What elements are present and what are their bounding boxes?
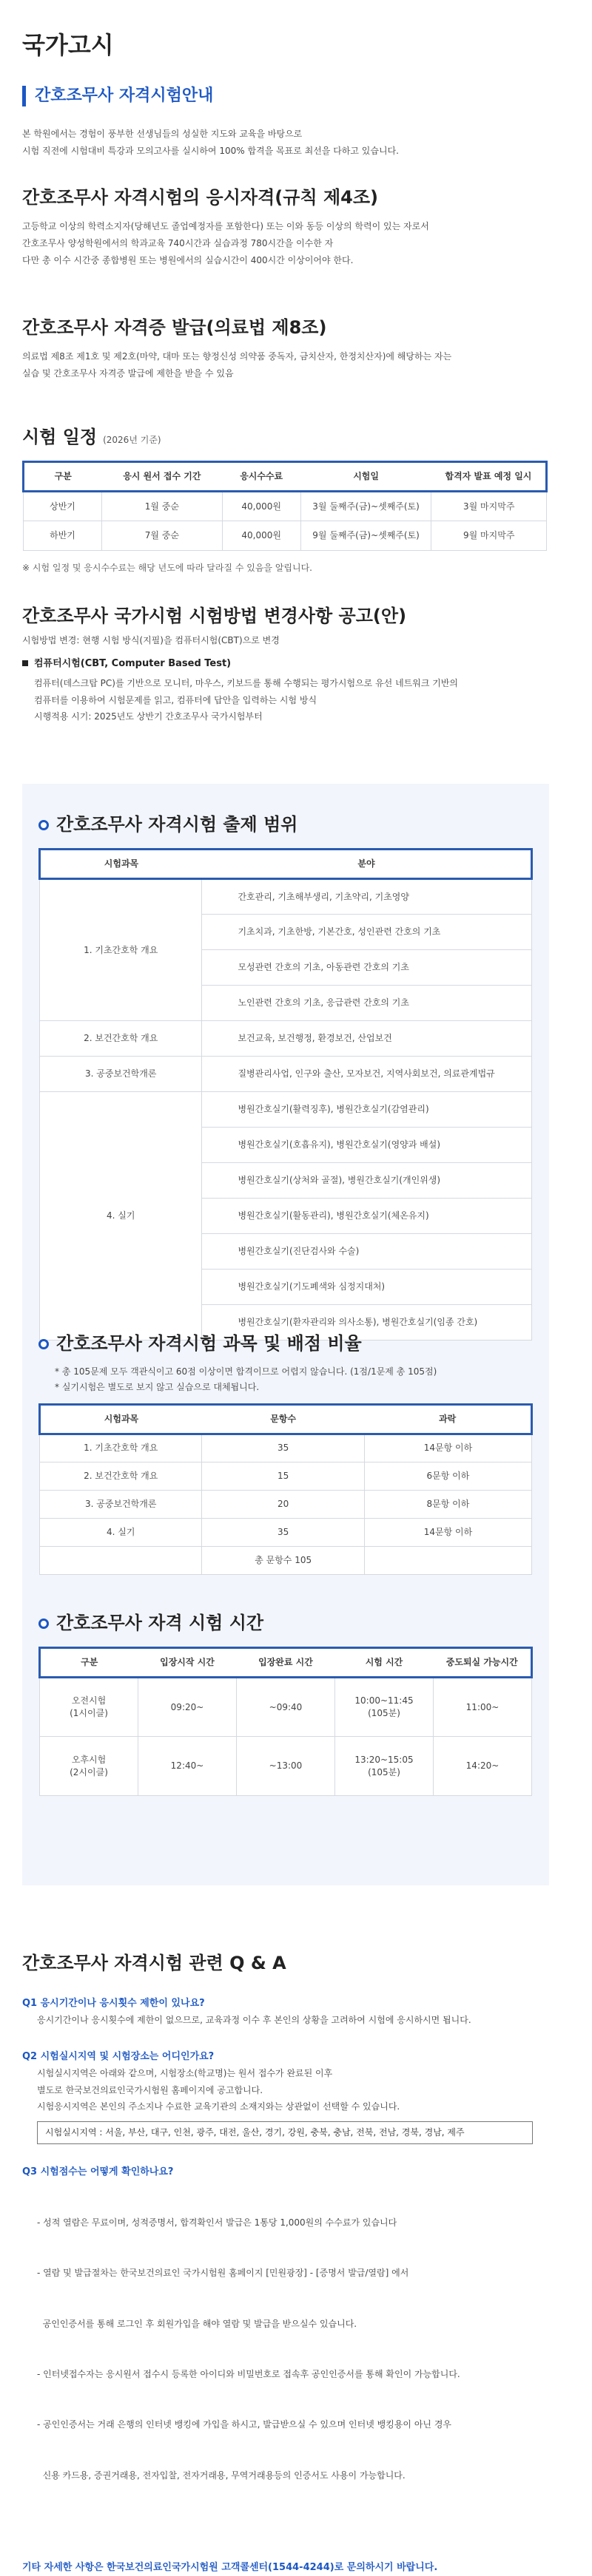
- scores-total: 총 문항수 105: [202, 1546, 364, 1574]
- times-table: [38, 1647, 533, 1796]
- schedule-title: 시험 일정 (2026년 기준): [22, 427, 161, 447]
- scores-header: 시험과목: [40, 1404, 202, 1434]
- times-header: 시험 시간: [335, 1648, 434, 1678]
- answer-1: 응시기간이나 응시횟수에 제한이 없으므로, 교육과정 이수 후 본인의 상황을 고려하여 시험에 응시하시면 됩니다.: [37, 2015, 471, 2026]
- table-row: 2. 보건간호학 개요 15 6문항 이하: [40, 1462, 532, 1490]
- qa-title: 간호조무사 자격시험 관련 Q & A: [22, 1953, 286, 1973]
- contact-note: 기타 자세한 사항은 한국보건의료인국가시험원 고객콜센터(1544-4244)로 문의하시기 바랍니다.: [22, 2562, 438, 2574]
- ring-bullet-icon: [38, 1339, 49, 1349]
- schedule-header: 합격자 발표 예정 일시: [431, 462, 547, 492]
- question-1: Q1 응시기간이나 응시횟수 제한이 있나요?: [22, 1998, 205, 2010]
- scores-section: 간호조무사 자격시험 과목 및 배점 비율 * 총 105문제 모두 객관식이고 60점 이상이면 합격이므로 어렵지 않습니다. (1점/1문제 총 105점) * 실기시험은 별도로 보지 않고 실습으로 대체됩니다. 시험과목 문항수 과락 1. 기초간호학 개요 35 14문항 이하 2. 보건간호학 개요 15 6문항 이하 3. 공중보건학개론 20 8문항 이하 4. 실기 35 14문항 이하 총 문항수 105: [38, 1332, 533, 1575]
- exam-info-panel: [22, 784, 549, 1885]
- answer-2: 시험실시지역은 아래와 같으며, 시험장소(학교명)는 원서 접수가 완료된 이후 별도로 한국보건의료인국가시험원 홈페이지에 공고합니다. 시험응시지역은 본인의 주소지나 수료한 교육기관의 소재지와는 상관없이 선택할 수 있습니다.: [37, 2067, 400, 2112]
- times-section: [38, 1612, 533, 1796]
- page-title: 국가고시: [22, 31, 114, 59]
- schedule-header: 시험일: [300, 462, 431, 492]
- schedule-section: [22, 426, 548, 575]
- question-2: Q2 시험실시지역 및 시험장소는 어디인가요?: [22, 2050, 215, 2062]
- range-header: 시험과목: [40, 850, 202, 879]
- table-row: 병원간호실기(상처와 골절), 병원간호실기(개인위생): [40, 1163, 532, 1199]
- square-bullet-icon: [22, 660, 28, 666]
- scores-title: 간호조무사 자격시험 과목 및 배점 비율: [56, 1333, 362, 1354]
- range-header: 분야: [202, 850, 532, 879]
- table-row: 병원간호실기(환자관리와 의사소통), 병원간호실기(임종 간호): [40, 1305, 532, 1340]
- qualification-title: 간호조무사 자격시험의 응시자격(규칙 제4조): [22, 187, 379, 208]
- license-title: 간호조무사 자격증 발급(의료법 제8조): [22, 317, 327, 338]
- ring-bullet-icon: [38, 820, 49, 830]
- method-title: 간호조무사 국가시험 시험방법 변경사항 공고(안): [22, 606, 407, 626]
- table-row: 병원간호실기(진단검사와 수술): [40, 1234, 532, 1270]
- times-header: 중도퇴실 가능시간: [434, 1648, 532, 1678]
- range-section: [38, 813, 533, 1340]
- cbt-heading: 컴퓨터시험(CBT, Computer Based Test): [22, 657, 570, 672]
- license-section: 간호조무사 자격증 발급(의료법 제8조) 의료법 제8조 제1호 및 제2호(마약, 대마 또는 향정신성 의약품 중독자, 금치산자, 한정치산자)에 해당하는 자는 실습 및 간호조무사 자격증 발급에 제한을 받을 수 있음: [22, 316, 570, 382]
- table-row: 병원간호실기(활동관리), 병원간호실기(체온유지): [40, 1199, 532, 1234]
- method-change: 시험방법 변경: 현행 시험 방식(지필)을 컴퓨터시험(CBT)으로 변경: [22, 635, 280, 646]
- question-3: Q3 시험점수는 어떻게 확인하나요?: [22, 2166, 174, 2178]
- method-section: 간호조무사 국가시험 시험방법 변경사항 공고(안) 시험방법 변경: 현행 시험 방식(지필)을 컴퓨터시험(CBT)으로 변경 컴퓨터시험(CBT, Computer Based Test) 컴퓨터(데스크탑 PC)를 기반으로 모니터, 마우스, 키보드를 통해 수행되는 평가시험으로 유선 네트워크 기반의 컴퓨터를 이용하여 시험문제를 읽고, 컴퓨터에 답안을 입력하는 시험 방식 시행적용 시기: 2025년도 상반기 간호조무사 국가시험부터: [22, 605, 570, 725]
- venue-box: 시험실시지역 : 서울, 부산, 대구, 인천, 광주, 대전, 울산, 경기, 강원, 충북, 충남, 전북, 전남, 경북, 경남, 제주: [37, 2121, 533, 2144]
- qualification-section: 간호조무사 자격시험의 응시자격(규칙 제4조) 고등학교 이상의 학력소지자(당해년도 졸업예정자를 포함한다) 또는 이와 동등 이상의 학력이 있는 자로서 간호조무사 양성학원에서의 학과교육 740시간과 실습과정 780시간을 이수한 자 다만 총 이수 시간중 종합병원 또는 병원에서의 실습시간이 400시간 이상이어야 한다.: [22, 186, 570, 269]
- table-row: [40, 1546, 532, 1574]
- scores-table: [38, 1403, 533, 1575]
- table-row: 4. 실기 병원간호실기(활력징후), 병원간호실기(감염관리): [40, 1092, 532, 1128]
- range-title: 간호조무사 자격시험 출제 범위: [56, 814, 298, 835]
- table-row: 1. 기초간호학 개요 35 14문항 이하: [40, 1434, 532, 1462]
- intro-text: 본 학원에서는 경험이 풍부한 선생님들의 성실한 지도와 교육을 바탕으로 시험 직전에 시험대비 특강과 모의고사를 실시하여 100% 합격을 목표로 최선을 다하고 있습니다.: [22, 128, 399, 156]
- answer-3: - 성적 열람은 무료이며, 성적증명서, 합격확인서 발급은 1통당 1,000원의 수수료가 있습니다 - 열람 및 발급절차는 한국보건의료인 국가시험원 홈페이지 [민원광장] - [증명서 발급/열람] 에서 공인인증서를 통해 로그인 후 회원가입을 해야 열람 및 발급을 받으실수 있습니다. - 인터넷접수자는 응시원서 접수시 등록한 아이디와 비밀번호로 접속후 공인인증서를 통해 확인이 가능합니다. - 공인인증서는 거래 은행의 인터넷 뱅킹에 가입을 하시고, 발급받으실 수 있으며 인터넷 뱅킹용이 아닌 경우 신용 카드용, 증권거래용, 전자입찰, 전자거래용, 무역거래용등의 인증서도 사용이 가능합니다.: [37, 2217, 460, 2481]
- schedule-header: 응시수수료: [222, 462, 300, 492]
- scores-header: 문항수: [202, 1404, 364, 1434]
- ring-bullet-icon: [38, 1619, 49, 1629]
- table-row: 3. 공중보건학개론 20 8문항 이하: [40, 1490, 532, 1518]
- times-header: 구분: [40, 1648, 138, 1678]
- table-row: 기초치과, 기초한방, 기본간호, 성인관련 간호의 기초: [40, 915, 532, 950]
- sub-title: 간호조무사 자격시험안내: [22, 86, 570, 106]
- qa-section: [22, 1949, 570, 2576]
- table-row: 오전시험 (1시이클) 09:20~ ~09:40 10:00~11:45 (105분) 11:00~: [40, 1678, 532, 1737]
- times-title: 간호조무사 자격 시험 시간: [56, 1613, 264, 1633]
- times-header: 입장완료 시간: [237, 1648, 335, 1678]
- range-table: [38, 848, 533, 1340]
- table-row: 상반기 1월 중순 40,000원 3월 둘째주(금)~셋째주(토) 3월 마지막주: [24, 492, 547, 521]
- schedule-header: 응시 원서 접수 기간: [102, 462, 223, 492]
- table-row: 4. 실기 35 14문항 이하: [40, 1518, 532, 1546]
- table-row: 하반기 7월 중순 40,000원 9월 둘째주(금)~셋째주(토) 9월 마지막주: [24, 521, 547, 551]
- table-row: 2. 보건간호학 개요 보건교육, 보건행정, 환경보건, 산업보건: [40, 1021, 532, 1057]
- table-row: 1. 기초간호학 개요 간호관리, 기초해부생리, 기초약리, 기초영양: [40, 879, 532, 915]
- schedule-note: ※ 시험 일정 및 응시수수료는 해당 년도에 따라 달라질 수 있음을 알립니다.: [22, 563, 312, 574]
- schedule-header: 구분: [24, 462, 102, 492]
- table-row: 3. 공중보건학개론 질병관리사업, 인구와 출산, 모자보건, 지역사회보건, 의료관계법규: [40, 1057, 532, 1092]
- schedule-year-note: (2026년 기준): [103, 435, 161, 445]
- table-row: 병원간호실기(호흡유지), 병원간호실기(영양과 배설): [40, 1128, 532, 1163]
- schedule-table: [22, 461, 548, 551]
- scores-header: 과락: [364, 1404, 531, 1434]
- table-row: 오후시험 (2시이클) 12:40~ ~13:00 13:20~15:05 (105분) 14:20~: [40, 1737, 532, 1796]
- times-header: 입장시작 시간: [138, 1648, 237, 1678]
- table-row: 노인관련 간호의 기초, 응급관련 간호의 기초: [40, 986, 532, 1021]
- table-row: 병원간호실기(기도폐색와 심정지대처): [40, 1270, 532, 1305]
- table-row: 모성관련 간호의 기초, 아동관련 간호의 기초: [40, 950, 532, 986]
